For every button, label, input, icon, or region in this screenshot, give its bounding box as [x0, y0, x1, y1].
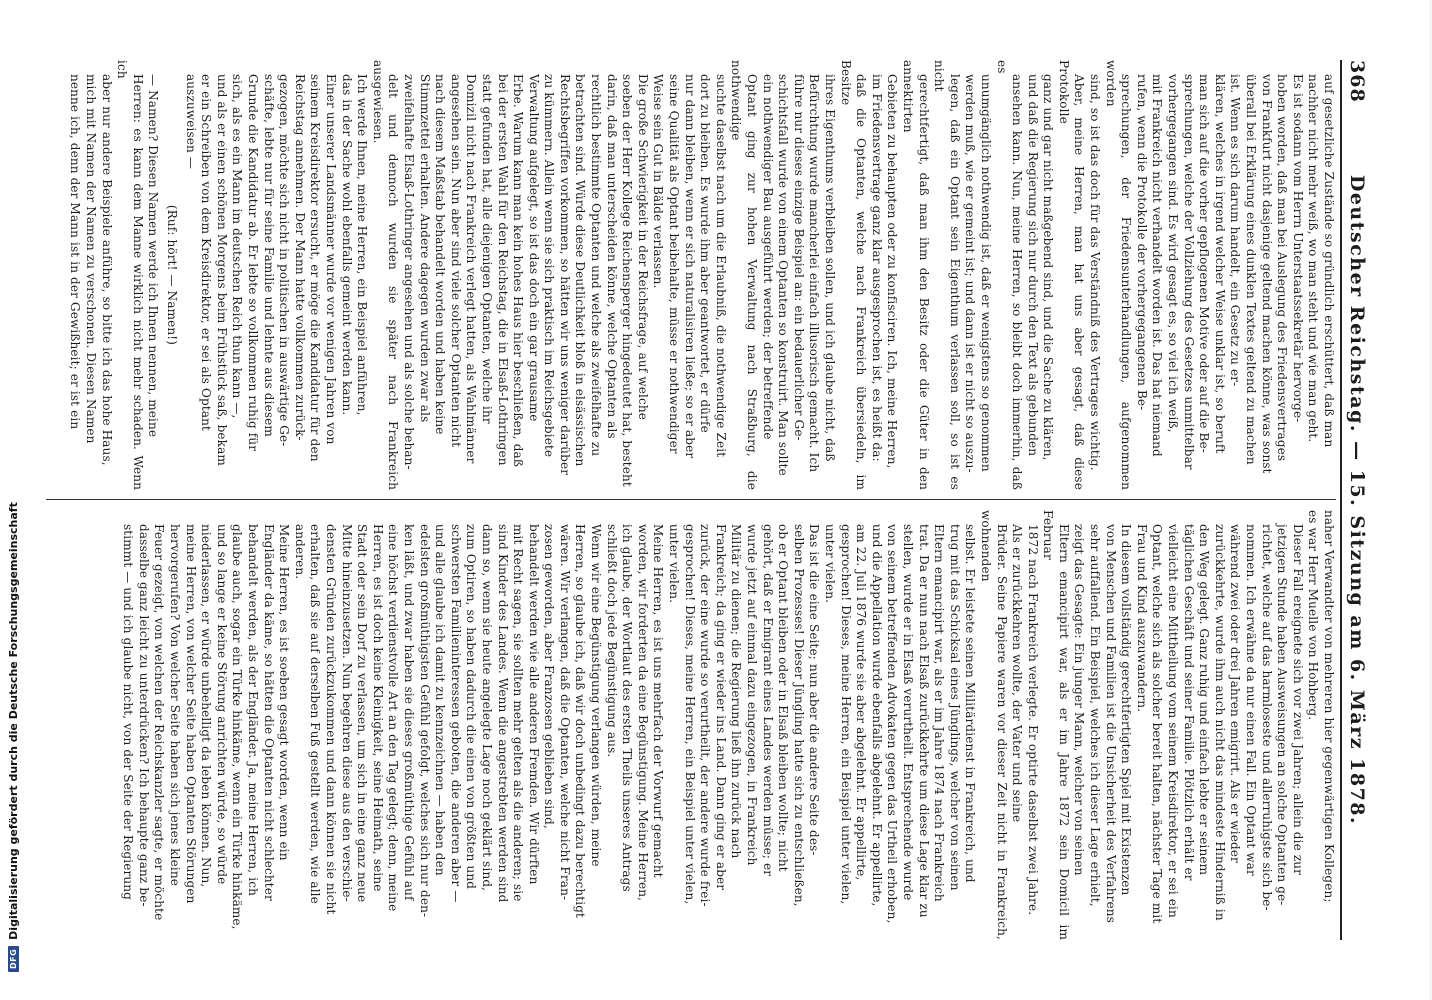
text-line: eine höchst verdienstvolle Art an den Tag gelegt; denn, meine: [386, 524, 401, 912]
text-line: werden muß, wie er gemeint ist; und dann ist er nicht so auszu-: [963, 74, 978, 473]
text-line: sind, so ist das doch für das Verständniß des Vertrages wichtig.: [1088, 74, 1103, 471]
text-line: Aber, meine Herren, man hat uns aber gesagt, daß diese Protokolle: [1056, 60, 1087, 490]
text-line: behandelt werden wie alle anderen Fremden. Wir dürften: [526, 524, 541, 885]
text-line: soeben der Herr Kollege Reichensperger hingedeutet hat, besteht: [620, 74, 635, 487]
paragraph: [1087, 60, 1305, 490]
text-line: sprechungen, der Friedensunterhandlungen, aufgenommen worden: [1103, 60, 1134, 490]
text-line: nommen. Ich erwähne da nur einen Fall. Ein Optant war: [1244, 524, 1259, 876]
text-line: nenne ich, denn der Mann ist in der Gewißheit; er ist ein: [68, 74, 83, 430]
text-line: gezogen, möchte sich nicht in politischen in auswärtige Ge-: [277, 74, 292, 447]
text-line: mit Recht sagen, sie sollten mehr gelten als die anderen; sie: [511, 524, 526, 902]
text-line: zu kümmern. Allein wenn sie sich praktisch im Reichsgebiete: [542, 74, 557, 458]
text-line: gerechtfertigt, daß man ihm den Besitz oder die Güter in den annektirten: [900, 60, 931, 490]
text-line: auszuweisen —: [183, 74, 198, 170]
text-line: wären. Wir verlangen, daß die Optanten, welche nicht Fran-: [557, 524, 572, 901]
text-line: Befürchtung wurde mancherlei einfach illusorisch gemacht. Ich: [807, 74, 822, 473]
text-line: das in der Sache wohl ebenfalls gemeint werden kann.: [339, 74, 354, 416]
text-line: Optant ging zur hohen Verwaltung nach Straßburg, die nothwendige: [729, 60, 760, 490]
text-line: gesprochen! Dieses, meine Herren, ein Beispiel unter vielen,: [838, 524, 853, 905]
text-line: darin, daß man unterscheiden könne, welche Optanten als: [604, 74, 619, 439]
text-line: Meine Herren, es ist soeben gesagt worden, wenn ein: [277, 524, 292, 861]
text-line: es war Herr Muelle von Hohberg.: [1306, 510, 1321, 721]
text-line: aber nur andere Beispiele anführe, so bitte ich das hohe Haus,: [99, 74, 114, 466]
text-line: Frankreich; da ging er wieder ins Land. Dann ging er aber: [713, 524, 728, 891]
text-line: von Menschen und Familien ist die Unsicherheit des Verfahrens: [1103, 524, 1118, 923]
paragraph: [67, 60, 161, 490]
paragraph: [163, 60, 179, 490]
text-line: Herren, es ist doch keine Kleinigkeit, seine Heimath, seine: [370, 524, 385, 892]
text-line: zeigt das Gesagte: Ein junger Mann, welcher von seinen: [1072, 524, 1087, 876]
text-line: schichtsfall wurde von einem Optanten so konstruirt. Man sollte: [776, 74, 791, 476]
text-line: Das ist die eine Seite; nun aber die andere Seite des-: [807, 524, 822, 856]
text-line: dort zu bleiben. Es wurde ihm aber geantwortet, er dürfe: [698, 74, 713, 433]
text-line: Domizil nicht nach Frankreich verlegt hatten, als Wahlmänner: [464, 74, 479, 464]
text-line: richtet, welche auf das harmloseste und allerruhigste sich be-: [1259, 524, 1274, 911]
text-line: seinem Kreisdirektor ersucht, er möge die Kandidatur für den: [308, 74, 323, 462]
text-line: rufen, wenn die Protokolle der vorhergegangenen Be-: [1134, 74, 1149, 411]
text-line: selben Prozesses! Dieser Jüngling hatte sich zu entschließen,: [791, 524, 806, 907]
text-line: edelsten großmüthigsten Gefühl gefolgt, welches sich nur den-: [417, 524, 432, 918]
text-line: worden, wir forderten da eine Begünstigung. Meine Herren,: [635, 524, 650, 902]
text-line: nachher nicht mehr weiß, wo man steht und wie man geht.: [1306, 74, 1321, 443]
text-line: Rechtsbegriffen vorkommen, so hätten wir uns weniger darüber: [557, 74, 572, 476]
text-line: Dieser Fall ereignete sich vor zwei Jahren; allein die zur: [1290, 524, 1305, 876]
text-line: trug mit das Schicksal eines Jünglings, welcher von seinen: [947, 524, 962, 891]
text-line: während zwei oder drei Jahren emigrirt. Als er wieder: [1228, 524, 1243, 863]
paragraph: [821, 510, 1133, 940]
text-line: überall bei Erklärung eines dunklen Textes geltend zu machen: [1244, 74, 1259, 465]
text-line: Grunde die Kandidatur ab. Er lebte so vollkommen ruhig für: [246, 74, 261, 452]
text-line: im Friedensvertrage ganz klar ausgesprochen ist, es heißt da:: [869, 74, 884, 462]
running-head: Deutscher Reichstag. — 15. Sitzung am 6. März 1878.: [1346, 174, 1368, 826]
text-line: vielleicht eine Mittheilung vom seinem Kreisdirektor, er sei ein: [1166, 524, 1181, 918]
paragraph: [291, 510, 603, 940]
paragraph: [821, 60, 1086, 490]
text-line: Frau und Kind auszuwandern.: [1134, 524, 1149, 713]
text-line: ken läßt, und zwar haben sie dieses großmüthige Gefühl auf: [401, 524, 416, 901]
text-line: Ich werde Ihnen, meine Herren, ein Beispiel anführen,: [355, 74, 370, 416]
text-line: delt und dennoch wurden sie später nach Frankreich ausgewiesen.: [370, 60, 401, 490]
text-line: zweifelhafte Elsaß-Lothringer angesehen und als solche behan-: [401, 74, 416, 470]
digitization-credit: [0, 0, 24, 1000]
text-line: Weise sein Gut in Bälde verlassen.: [651, 74, 666, 289]
text-line: sehr auffallend. Ein Beispiel, welches ich dieser Lage erhielt,: [1088, 524, 1103, 907]
text-line: mit Frankreich nicht verhandelt worden ist. Das hat niemand: [1150, 74, 1165, 457]
text-line: gesprochen! Dieses, meine Herren, ein Beispiel unter vielen,: [682, 524, 697, 905]
paragraph: [120, 510, 292, 940]
dfg-logo-icon: DFG: [8, 946, 19, 972]
text-line: Reichstag annehmen. Der Mann hatte vollkommen zurück-: [292, 74, 307, 441]
text-line: dann so, wenn sie heute angelegte Lage noch geklärt sind,: [479, 524, 494, 892]
text-line: schwersten Familieninteressen geboten, die anderen aber —: [448, 524, 463, 903]
text-line: glaube auch, sogar ein Türke hinkäme, wenn ein Türke hinkäme,: [230, 524, 245, 930]
text-line: schließt doch jede Begünstigung aus.: [604, 524, 619, 758]
text-line: jetzigen Stunde haben Ausweisungen an solche Optanten ge-: [1275, 524, 1290, 906]
text-line: zum Optiren, so haben dadurch die einen von größten und: [464, 524, 479, 890]
text-line: Engländer da käme, so hätten die Optanten nicht schlechter: [261, 524, 276, 901]
text-line: hoben worden, daß man bei Auslegung des Friedensvertrages: [1275, 74, 1290, 462]
text-line: Wenn wir eine Begünstigung verlangen würden, meine: [589, 524, 604, 867]
text-line: naher Verwandter von mehreren hier gegenwärtigen Kollegen;: [1322, 510, 1336, 903]
text-line: unter vielen.: [667, 524, 682, 604]
text-line: dasselbe ganz leicht zu unterdrücken? Ich behaupte ganz be-: [136, 524, 151, 907]
text-line: Militär zu dienen; die Regierung ließ ihn zurück nach: [729, 524, 744, 859]
text-line: zurück, der eine wurde so verurtheilt, der andere wurde frei-: [698, 524, 713, 907]
text-line: unumgänglich nothwendig ist, daß er wenigstens so genommen: [978, 74, 993, 472]
text-line: auf gesetzliche Zustände so gründlich erschüttert, daß man: [1322, 74, 1336, 448]
right-column: [46, 510, 1336, 940]
text-line: klären, welches in irgend welcher Weise unklar ist, so beruft: [1212, 74, 1227, 454]
text-line: ob er Optant bleiben oder in Elsaß bleiben wollte; nicht: [776, 524, 791, 872]
text-line: 1872 nach Frankreich verlegte. Er optirte daselbst zwei Jahre.: [1025, 524, 1040, 916]
text-line: sind Kinder des Landes. Wenn die angestrebten werden sind: [495, 524, 510, 903]
text-line: Brüder. Seine Papiere waren vor dieser Zeit nicht in Frankreich, wohnenden: [978, 510, 1009, 940]
text-line: zosen geworden, aber Franzosen geblieben sind,: [542, 524, 557, 829]
text-line: Feuer gezeigt, von welchen der Reichskanzler sagte, er möchte: [152, 524, 167, 921]
text-line: Einer unserer Landsmänner wurde vor wenigen Jahren von: [324, 74, 338, 445]
text-line: — Namen? Diesen Namen werde ich Ihnen nennen, meine: [146, 74, 161, 438]
text-line: selbst. Er leistete seinen Militärdienst in Frankreich, und: [963, 524, 978, 883]
paragraph: [369, 60, 650, 490]
credit-text: Digitalisierung gefördert durch die Deutsche Forschungsgemeinschaft: [7, 502, 20, 940]
text-line: Verwaltung aufgelegt, so ist das doch ein gar grausame: [526, 74, 541, 422]
text-line: ich glaube, der Wortlaut des ersten Theils unseres Antrags: [620, 524, 635, 892]
text-line: niederlassen, er würde unbehelligt da leben können. Nun,: [199, 524, 214, 888]
text-line: Herren: es kann dem Manne wirklich nicht mehr schaden. Wenn ich: [115, 60, 145, 490]
text-line: führe nur dieses einzige Beispiel an: ein bedauerlicher Ge-: [791, 74, 806, 441]
text-line: trat. Da er nun nach Elsaß zurückkehrte um diese Lage klar zu: [916, 524, 931, 918]
text-line: In diesem vollständig gerechtfertigten Spiel mit Existenzen: [1119, 524, 1134, 896]
text-line: vorhergegangen sind. Es wird gesagt es, so viel ich weiß,: [1166, 74, 1181, 433]
header-rule: [1340, 60, 1342, 940]
text-line: sprechungen, welche der Vollziehung des Gesetzes unmittelbar: [1181, 74, 1196, 470]
text-line: bei der ersten Wahl für den Reichstag, die in Elsaß-Lothringen: [495, 74, 510, 466]
text-line: nach diesem Maßstab behandelt worden und haben keine: [433, 74, 448, 435]
text-line: er ein Schreiben von dem Kreisdirektor, er sei als Optant: [199, 74, 214, 431]
text-line: mich mit Namen der Namen zu verschonen. Diesen Namen: [84, 74, 99, 444]
text-line: behandelt werden, als der Engländer. Ja, meine Herren, ich: [246, 524, 261, 896]
text-line: und die Appellation wurde ebenfalls abgelehnt. Er appellirte,: [869, 524, 884, 907]
text-line: und alle glaube ich damit zu kennzeichnen — haben den: [433, 524, 448, 876]
text-line: meine Herren, von welcher Seite haben Optanten Störungen: [183, 524, 198, 904]
text-line: Die große Schwierigkeit in der Reichsfrage, auf welche: [635, 74, 650, 420]
text-line: daß die Optanten, welche nach Frankreich übersiedeln, im Besitze: [838, 60, 869, 490]
text-line: seine Qualität als Optant beibehalte, müsse er nothwendiger: [667, 74, 682, 454]
text-line: ansehen kann. Nun, meine Herren, so bleibt doch immerhin, daß es: [994, 60, 1025, 490]
text-line: stellen, wurde er in Elsaß verurtheilt. Entsprechende wurde: [900, 524, 915, 901]
paragraph: [1305, 60, 1336, 490]
text-line: wurde jetzt auf einmal dazu eingezogen, in Frankreich: [745, 524, 760, 866]
text-line: Eltern emancipirt war, als er im Jahre 1874 nach Frankreich: [932, 524, 947, 902]
paragraph: [1133, 510, 1305, 940]
text-line: suchte daselbst nach um die Erlaubniß, die nothwendige Zeit: [713, 74, 728, 458]
paragraph: [603, 510, 665, 940]
text-line: und als er einen schönen Morgens beim Frühstück saß, bekam: [214, 74, 229, 466]
page-number: 368: [1346, 60, 1368, 103]
text-line: (Ruf: hört! — Namen!): [165, 204, 180, 346]
text-line: sich, als es ein Mann im deutschen Reich thun kann —,: [230, 74, 245, 419]
left-column: [46, 60, 1336, 490]
text-line: ganz und gar nicht maßgebend sind, und die Sache zu klären,: [1041, 74, 1056, 461]
text-line: Herren, so glaube ich, daß wir doch unbedingt dazu berechtigt: [573, 524, 588, 918]
text-line: Erbe. Warum kann man kein hohes Haus hier beschließen, daß: [511, 74, 526, 468]
text-line: erhalten, daß sie auf derselben Fuß gestellt werden, wie alle: [308, 524, 323, 904]
paragraph: [182, 60, 369, 490]
text-line: und daß die Regierung sich nur durch den Text als gebunden: [1025, 74, 1040, 457]
text-line: ein nothwendiger Bau ausgeführt werden; der betreffende: [760, 74, 775, 440]
text-line: betrachten sind. Würde diese Deutlichkeit bloß in elsässischen: [573, 74, 588, 467]
text-line: zurückkehrte, wurde ihm auch nicht das mindeste Hinderniß in: [1212, 524, 1227, 921]
text-line: man sich auf die vorher gepflogenen Motive oder auf die Be-: [1197, 74, 1212, 453]
text-line: ist. Wenn es sich darum handelt, ein Gesetz zu er-: [1228, 74, 1243, 387]
text-line: unter vielen.: [823, 524, 837, 604]
text-line: anderen.: [292, 524, 307, 580]
text-line: Stadt oder sein Dorf zu verlassen, um sich in eine ganz neue: [355, 524, 370, 903]
text-line: nur dann bleiben, wenn er sich naturalisiren ließe; so er aber: [682, 74, 697, 459]
text-line: von seinem betreffenden Advokaten gegen das Urtheil erhoben,: [885, 524, 900, 924]
text-line: und so lange er keine Störung anrichten würde, so würde: [214, 524, 229, 885]
text-line: stimmt — und ich glaube nicht, von der Seite der Regierung: [121, 524, 136, 900]
text-line: von Frankfurt nicht dasjenige geltend machen könne, was sonst: [1259, 74, 1274, 474]
text-line: Mitte hineinzusetzen. Nun begehren diese aus den verschie-: [339, 524, 354, 902]
text-line: den Weg gelegt. Ganz ruhig und einfach lebte er seinem: [1197, 524, 1212, 876]
text-line: Gebieten zu behaupten oder zu konfisciren. Ich, meine Herren,: [885, 74, 900, 469]
text-line: ihres Eigenthums verbleiben sollen, und ich glaube nicht, daß: [823, 74, 837, 462]
text-line: legen, daß ein Optant sein Eigenthum verlassen soll, so ist es nicht: [932, 60, 962, 490]
page-header: [1346, 60, 1380, 940]
paragraph: [650, 60, 822, 490]
text-line: angesehen sein. Nun aber sind viele solcher Optanten nicht: [448, 74, 463, 448]
text-line: densten Gründen zurückzukommen und dann können sie nicht: [324, 524, 338, 915]
text-line: täglichen Geschäft und seiner Familie. Plötzlich erhält er: [1181, 524, 1196, 881]
text-line: Stimmzettel erhalten. Andere dagegen wurden zwar als: [417, 74, 432, 423]
text-line: hervorgerufen? Von welcher Seite haben sich jenes kleine: [168, 524, 183, 886]
text-line: Als er zurückkehren wollte, der Vater und seine: [1010, 524, 1025, 823]
column-divider: [46, 499, 1336, 500]
text-line: Eltern emancipirt war, als er im Jahre 1872 sein Domicil im Februar: [1041, 510, 1071, 940]
text-line: Optant, welche sich als solcher bereit halten, nächster Tage mit: [1150, 524, 1165, 924]
paragraph: [1305, 510, 1336, 940]
paragraph: [665, 510, 821, 940]
text-line: gehört, daß er Emigrant eines Landes werden müsse; er: [760, 524, 775, 877]
text-line: Es ist sodann vom Herrn Unterstaatssekretär hervorge-: [1290, 74, 1305, 423]
text-line: schäfte, lebte nur für seine Familie und lehnte aus diesem: [261, 74, 276, 437]
text-line: Meine Herren, es ist uns mehrfach der Vorwurf gemacht: [651, 524, 666, 878]
text-line: rechtlich bestimmte Optanten und welche als zweifelhafte zu: [589, 74, 604, 457]
text-line: am 22. Juli 1876 wurde sie aber abgelehnt. Er appellirte,: [854, 524, 869, 881]
text-line: statt gefunden hat, alle diejenigen Optanten, welche ihr: [479, 74, 494, 424]
